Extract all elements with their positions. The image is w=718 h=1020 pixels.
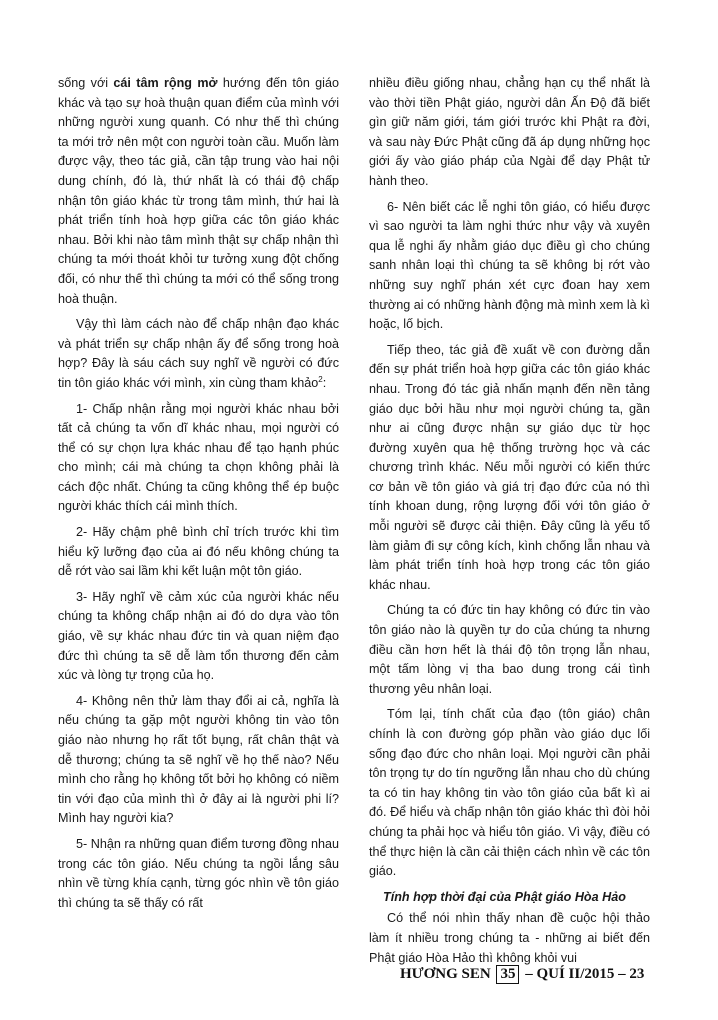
right-column <box>369 74 650 974</box>
left-column <box>58 74 339 919</box>
footnote-ref[interactable]: 2 <box>318 374 323 384</box>
emphasis-text: cái tâm rộng mở <box>113 76 218 90</box>
page-number: 23 <box>629 966 645 982</box>
paragraph: Tóm lại, tính chất của đạo (tôn giáo) chân chính là con đường góp phần vào giáo dục lối sống đạo đức cho nhân loại. Mọi người cần phải tôn trọng tự do tín ngưỡng lẫn nhau cho dù chúng ta có tin hay không tin vào tôn giáo của bất kì ai đó. Để hiểu và chấp nhận tôn giáo khác thì đòi hỏi chúng ta phải học và hiểu tôn giáo. Vì vậy, điều có thể thực hiện là cần cải thiện cách nhìn về các tôn giáo. <box>369 707 650 879</box>
magazine-name: HƯƠNG SEN <box>400 966 491 982</box>
list-item: 5- Nhận ra những quan điểm tương đồng nhau trong các tôn giáo. Nếu chúng ta ngồi lắng sâu nhìn về từng khía cạnh, từng góc nhìn về tôn giáo thì chúng ta sẽ thấy có rất <box>58 836 339 910</box>
paragraph: nhiều điều giống nhau, chẳng hạn cụ thể nhất là vào thời tiền Phật giáo, người dân Ấn Độ đã biết gìn giữ năm giới, tám giới trước khi Phật ra đời, và sau này Đức Phật cũng đã áp dụng những học giới ấy vào giáo pháp của Ngài để dạy Phật tử hành theo. <box>369 76 650 188</box>
list-item: 4- Không nên thử làm thay đổi ai cả, nghĩa là nếu chúng ta gặp một người không tin vào tôn giáo nào nhưng họ rất tốt bụng, rất chân thật và dễ thương; chúng ta sẽ nghĩ về họ thế nào? Nếu mình cho rằng họ không tốt bởi họ không có niềm tin với đạo của mình thì ở đây ai là người phi lí? Mình hay người kia? <box>58 693 339 826</box>
section-heading: Tính hợp thời đại của Phật giáo Hòa Hảo <box>383 889 626 904</box>
list-item: 6- Nên biết các lễ nghi tôn giáo, có hiểu được vì sao người ta làm nghi thức như vậy và xuyên qua lễ nghi ấy nhằm giáo dục điều gì cho chúng sanh nhân loại thì chúng ta sẽ không bị rớt vào những suy nghĩ phán xét cực đoan hay xem thường ai có những hành động mà mình xem là kì hoặc, lố bịch. <box>369 199 650 332</box>
list-item: 3- Hãy nghĩ về cảm xúc của người khác nếu chúng ta không chấp nhận ai đó do dựa vào tôn giáo, về sự khác nhau đức tin và quan niệm đạo đức thì chúng ta sẽ dễ làm tổn thương đến cảm xúc và lòng tự trọng của họ. <box>58 589 339 683</box>
list-item: 1- Chấp nhận rằng mọi người khác nhau bởi tất cả chúng ta vốn dĩ khác nhau, mọi người có thể có sự chọn lựa khác nhau để tạo hạnh phúc cho mình; cái mà chúng ta chọn không phải là cách độc nhất. Chúng ta cũng không thể ép buộc người khác thích cái mình thích. <box>58 401 339 514</box>
paragraph: Có thể nói nhìn thấy nhan đề cuộc hội thảo làm ít nhiều trong chúng ta - những ai biết đến Phật giáo Hòa Hảo thì không khỏi vui <box>369 911 650 965</box>
issue-quarter: QUÍ II/2015 <box>536 966 615 982</box>
page-footer: HƯƠNG SEN 35 – QUÍ II/2015 – 23 <box>400 966 645 982</box>
issue-number: 35 <box>496 965 519 984</box>
paragraph: Vậy thì làm cách nào để chấp nhận đạo khác và phát triển sự chấp nhận ấy để sống trong hoà hợp? Đây là sáu cách suy nghĩ về người có đức tin tôn giáo khác với mình, xin cùng tham khảo$^2$: <box>58 317 339 390</box>
paragraph: Chúng ta có đức tin hay không có đức tin vào tôn giáo nào là quyền tự do của chúng ta nhưng điều cần hơn hết là thái độ tôn trọng lẫn nhau, một tấm lòng vị tha bao dung trong cái tình thương yêu nhân loại. <box>369 603 650 696</box>
paragraph: Tiếp theo, tác giả đề xuất về con đường dẫn đến sự phát triển hoà hợp giữa các tôn giáo khác nhau. Trong đó tác giả nhấn mạnh đến nền tảng giáo dục bởi hầu như mọi người chúng ta, gần như ai cũng được nhận sự giáo dục từ học đường xuyên qua hệ thống trường học và các chương trình khác. Nếu mỗi người có kiến thức cơ bản về tôn giáo và giá trị đạo đức của nó thì tính khoan dung, rộng lượng đối với tôn giáo ở mỗi người sẽ được cải thiện. Đây cũng là yếu tố làm giảm đi sự công kích, kình chống lẫn nhau và làm phát triển tính hoà hợp trong các tôn giáo khác nhau. <box>369 342 650 592</box>
paragraph: sống với cái tâm rộng mở hướng đến tôn giáo khác và tạo sự hoà thuận quan điểm của mình với những người xung quanh. Có như thế thì chúng ta mới trở nên một con người toàn cầu. Muốn làm được vậy, theo tác giả, cần tập trung vào hai nội dung chính, đó là, thứ nhất là có thái độ chấp nhận tôn giáo khác từ trong tâm mình, thứ hai là phát triển tính hoà hợp giữa các tôn giáo khác nhau. Bởi khi nào tâm mình thật sự chấp nhận thì chúng ta mới thoát khỏi tư tưởng xung đột chống đối, có như thế thì chúng ta mới có thể sống trong hoà thuận. <box>58 76 339 306</box>
list-item: 2- Hãy chậm phê bình chỉ trích trước khi tìm hiểu kỹ lưỡng đạo của ai đó nếu không chúng ta dễ rớt vào sai lầm khi kết luận một tôn giáo. <box>58 525 339 579</box>
